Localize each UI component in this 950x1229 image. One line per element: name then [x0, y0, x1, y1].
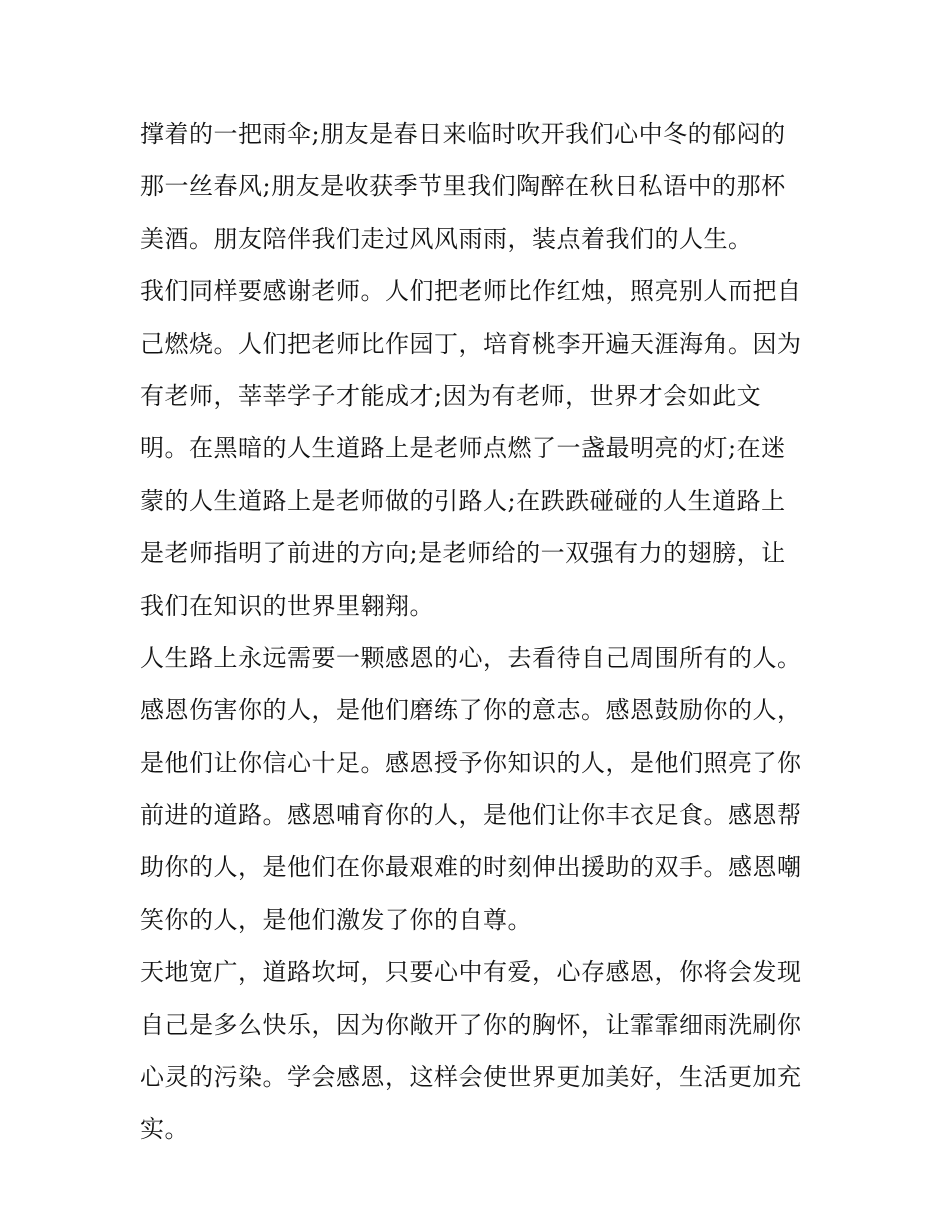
text-line: 助你的人，是他们在你最艰难的时刻伸出援助的双手。感恩嘲 [140, 853, 802, 882]
text-line: 有老师，莘莘学子才能成才;因为有老师，世界才会如此文 [140, 381, 762, 410]
text-line: 美酒。朋友陪伴我们走过风风雨雨，装点着我们的人生。 [140, 224, 753, 253]
text-line: 自己是多么快乐，因为你敞开了你的胸怀，让霏霏细雨洗刷你 [140, 1010, 802, 1039]
text-line: 那一丝春风;朋友是收获季节里我们陶醉在秋日私语中的那杯 [140, 172, 786, 201]
text-line: 是老师指明了前进的方向;是老师给的一双强有力的翅膀，让 [140, 539, 786, 568]
text-line: 实。 [140, 1115, 189, 1144]
text-line: 心灵的污染。学会感恩，这样会使世界更加美好，生活更加充 [140, 1063, 802, 1092]
text-line: 天地宽广，道路坎坷，只要心中有爱，心存感恩，你将会发现 [140, 958, 802, 987]
text-line: 明。在黑暗的人生道路上是老师点燃了一盏最明亮的灯;在迷 [140, 434, 786, 463]
text-line: 己燃烧。人们把老师比作园丁，培育桃李开遍天涯海角。因为 [140, 329, 802, 358]
text-line: 蒙的人生道路上是老师做的引路人;在跌跌碰碰的人生道路上 [140, 486, 786, 515]
text-line: 笑你的人，是他们激发了你的自尊。 [140, 905, 532, 934]
text-line: 我们同样要感谢老师。人们把老师比作红烛，照亮别人而把自 [140, 277, 802, 306]
text-line: 我们在知识的世界里翱翔。 [140, 591, 434, 620]
text-line: 人生路上永远需要一颗感恩的心，去看待自己周围所有的人。 [140, 643, 802, 672]
text-line: 是他们让你信心十足。感恩授予你知识的人，是他们照亮了你 [140, 748, 802, 777]
text-line: 撑着的一把雨伞;朋友是春日来临时吹开我们心中冬的郁闷的 [140, 120, 786, 148]
body-text [140, 108, 820, 1156]
text-line: 感恩伤害你的人，是他们磨练了你的意志。感恩鼓励你的人， [140, 696, 802, 725]
text-line: 前进的道路。感恩哺育你的人，是他们让你丰衣足食。感恩帮 [140, 801, 802, 830]
